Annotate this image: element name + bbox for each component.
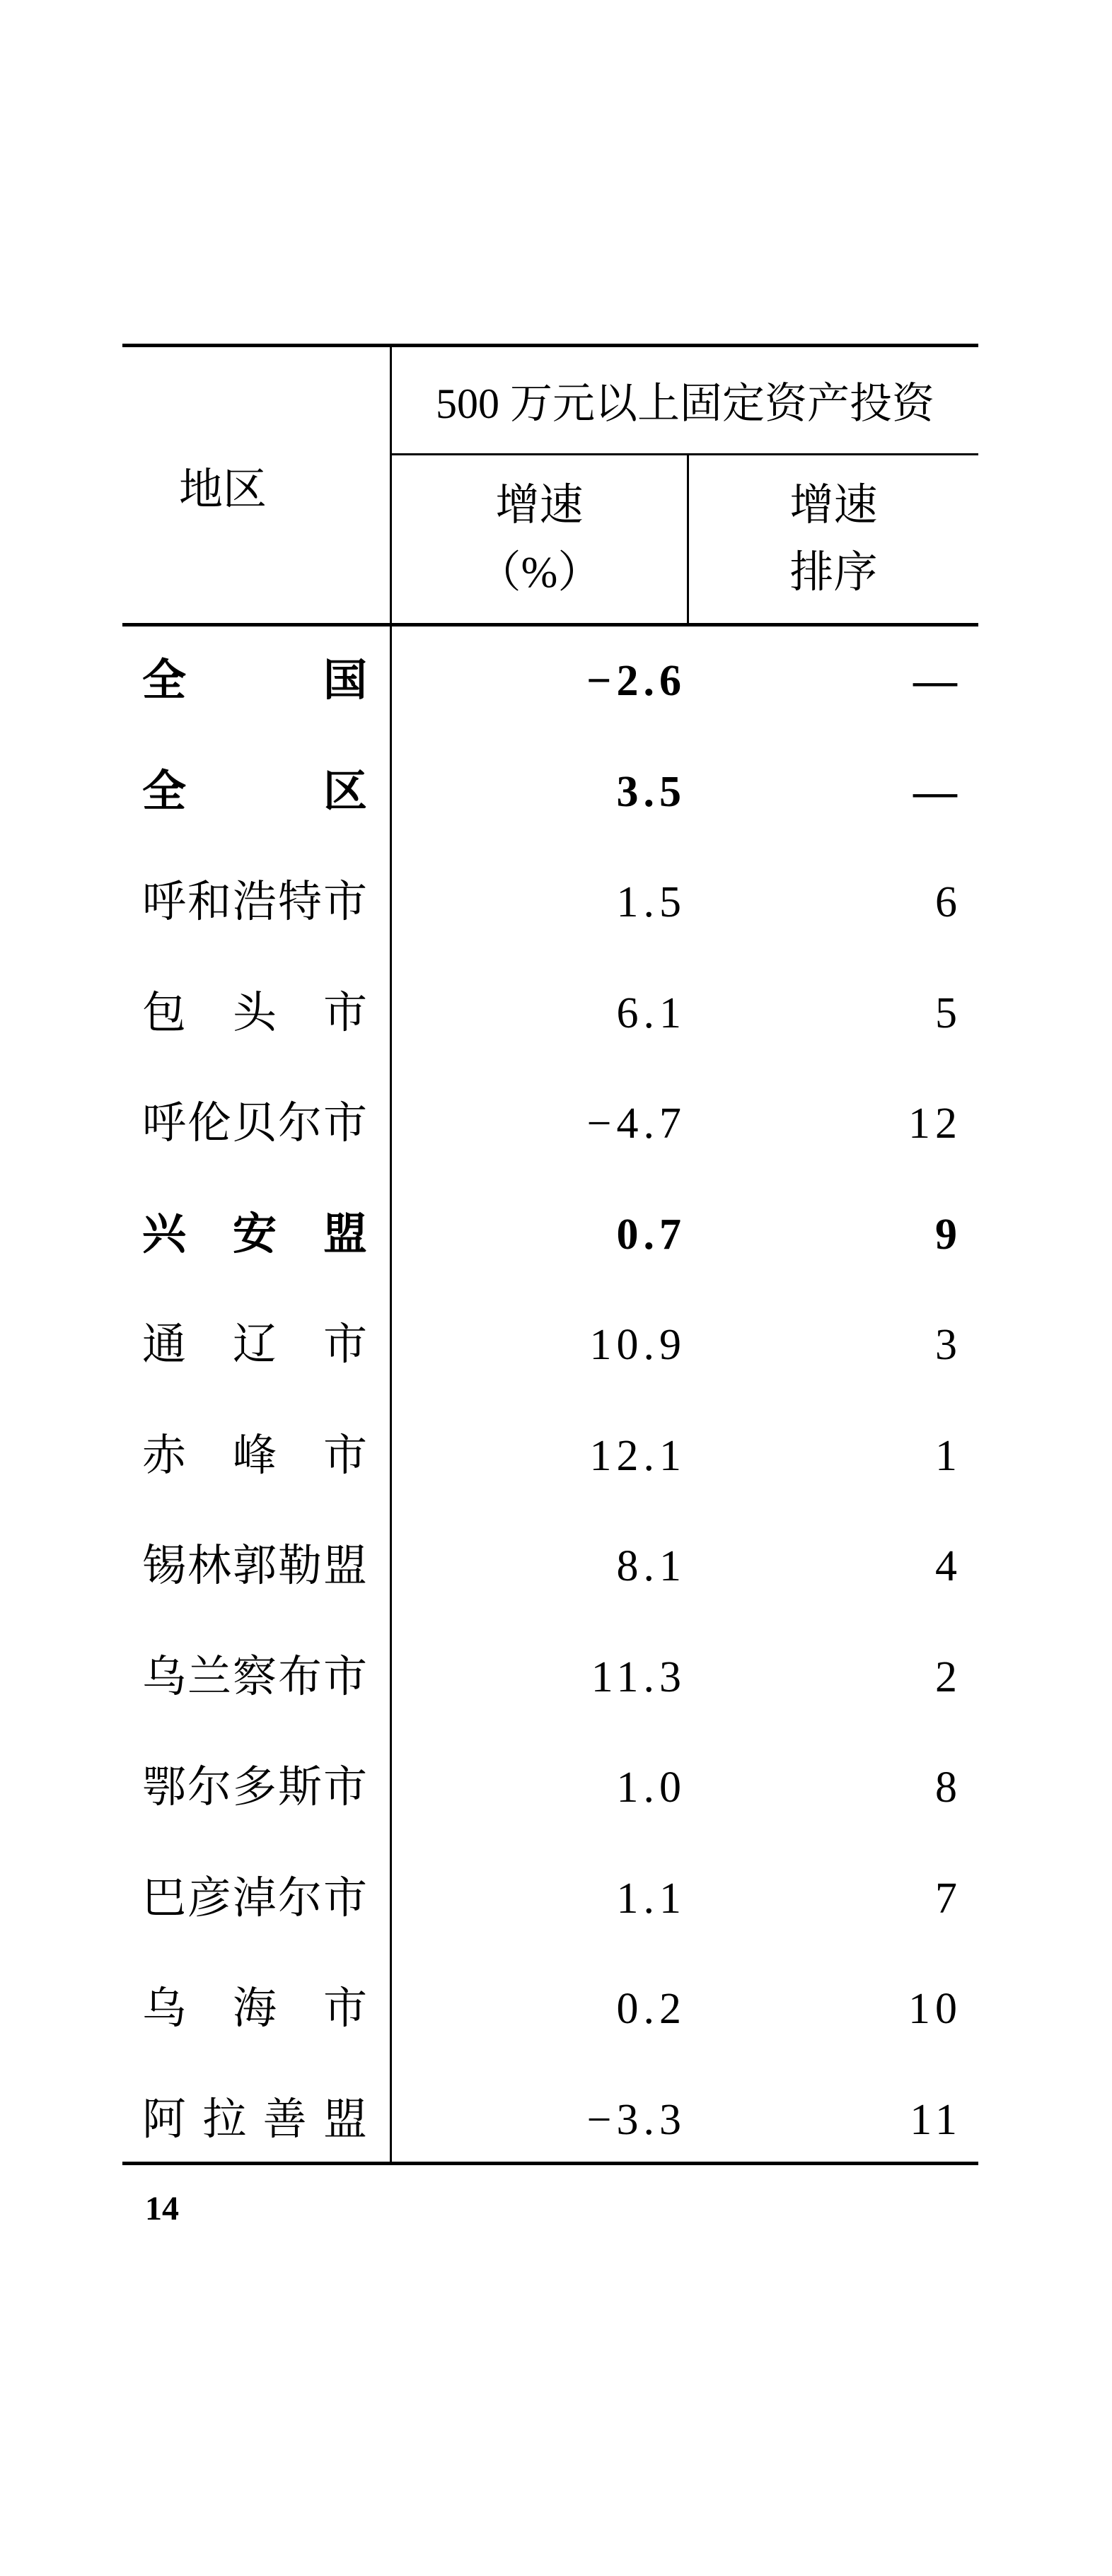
growth-value: 3.5	[616, 767, 686, 816]
table-row	[122, 1622, 978, 1733]
growth-value: 1.5	[616, 878, 686, 927]
table-row	[122, 1179, 978, 1290]
table-body	[122, 626, 978, 2175]
table-row	[122, 1954, 978, 2065]
region-name: 赤峰市	[142, 1431, 367, 1480]
region-name: 乌海市	[142, 1985, 367, 2034]
table-row	[122, 958, 978, 1069]
growth-value: 8.1	[616, 1542, 686, 1591]
region-name: 鄂尔多斯市	[142, 1764, 367, 1812]
table-row	[122, 1511, 978, 1622]
rank-value: 5	[935, 989, 962, 1037]
region-name: 呼伦贝尔市	[142, 1100, 367, 1148]
rank-value: 12	[908, 1100, 962, 1148]
region-header-label: 地区	[179, 465, 267, 514]
table-row	[122, 1068, 978, 1179]
rank-value: 8	[935, 1764, 962, 1812]
table-row	[122, 1732, 978, 1843]
rank-value: —	[913, 657, 962, 706]
rank-value: 2	[935, 1653, 962, 1701]
page-number: 14	[145, 2190, 179, 2227]
rank-value: —	[913, 767, 962, 816]
table-row	[122, 1401, 978, 1512]
rank-column-header	[689, 455, 978, 623]
rank-value: 4	[935, 1542, 962, 1591]
growth-value: 1.0	[616, 1764, 686, 1812]
region-name: 锡林郭勒盟	[142, 1542, 367, 1591]
table-row	[122, 847, 978, 958]
table-row	[122, 737, 978, 848]
region-name: 乌兰察布市	[142, 1653, 367, 1701]
region-name: 阿拉善盟	[142, 2095, 367, 2144]
region-name: 包头市	[142, 989, 367, 1037]
region-name: 通辽市	[142, 1321, 367, 1370]
growth-value: 1.1	[616, 1874, 686, 1923]
rank-value: 10	[908, 1985, 962, 2034]
table-row	[122, 2065, 978, 2176]
growth-column-header	[392, 455, 687, 623]
table-row	[122, 1290, 978, 1401]
growth-value: −2.6	[586, 657, 686, 706]
growth-value: 6.1	[616, 989, 686, 1037]
rank-value: 7	[935, 1874, 962, 1923]
investment-span-header: 500 万元以上固定资产投资	[436, 380, 934, 427]
rank-header-line2: 排序	[789, 548, 878, 597]
growth-value: 11.3	[591, 1653, 686, 1701]
growth-value: 12.1	[589, 1431, 686, 1480]
rank-value: 1	[935, 1431, 962, 1480]
region-column-header	[122, 347, 390, 623]
rank-value: 11	[910, 2095, 962, 2144]
rank-value: 3	[935, 1321, 962, 1370]
region-name: 巴彦淖尔市	[142, 1874, 367, 1923]
region-name: 全区	[142, 767, 367, 816]
table-row	[122, 626, 978, 737]
growth-header-line2: （%）	[477, 548, 602, 597]
rank-header-line1: 增速	[789, 481, 878, 530]
growth-value: −4.7	[586, 1100, 686, 1148]
table-row	[122, 1843, 978, 1954]
rank-value: 9	[935, 1210, 962, 1259]
region-name: 全国	[142, 657, 367, 706]
growth-value: 0.7	[616, 1210, 686, 1259]
region-name: 兴安盟	[142, 1210, 367, 1259]
growth-value: 0.2	[616, 1985, 686, 2034]
growth-header-line1: 增速	[495, 481, 584, 530]
region-name: 呼和浩特市	[142, 878, 367, 927]
growth-value: −3.3	[586, 2095, 686, 2144]
rank-value: 6	[935, 878, 962, 927]
growth-value: 10.9	[589, 1321, 686, 1370]
